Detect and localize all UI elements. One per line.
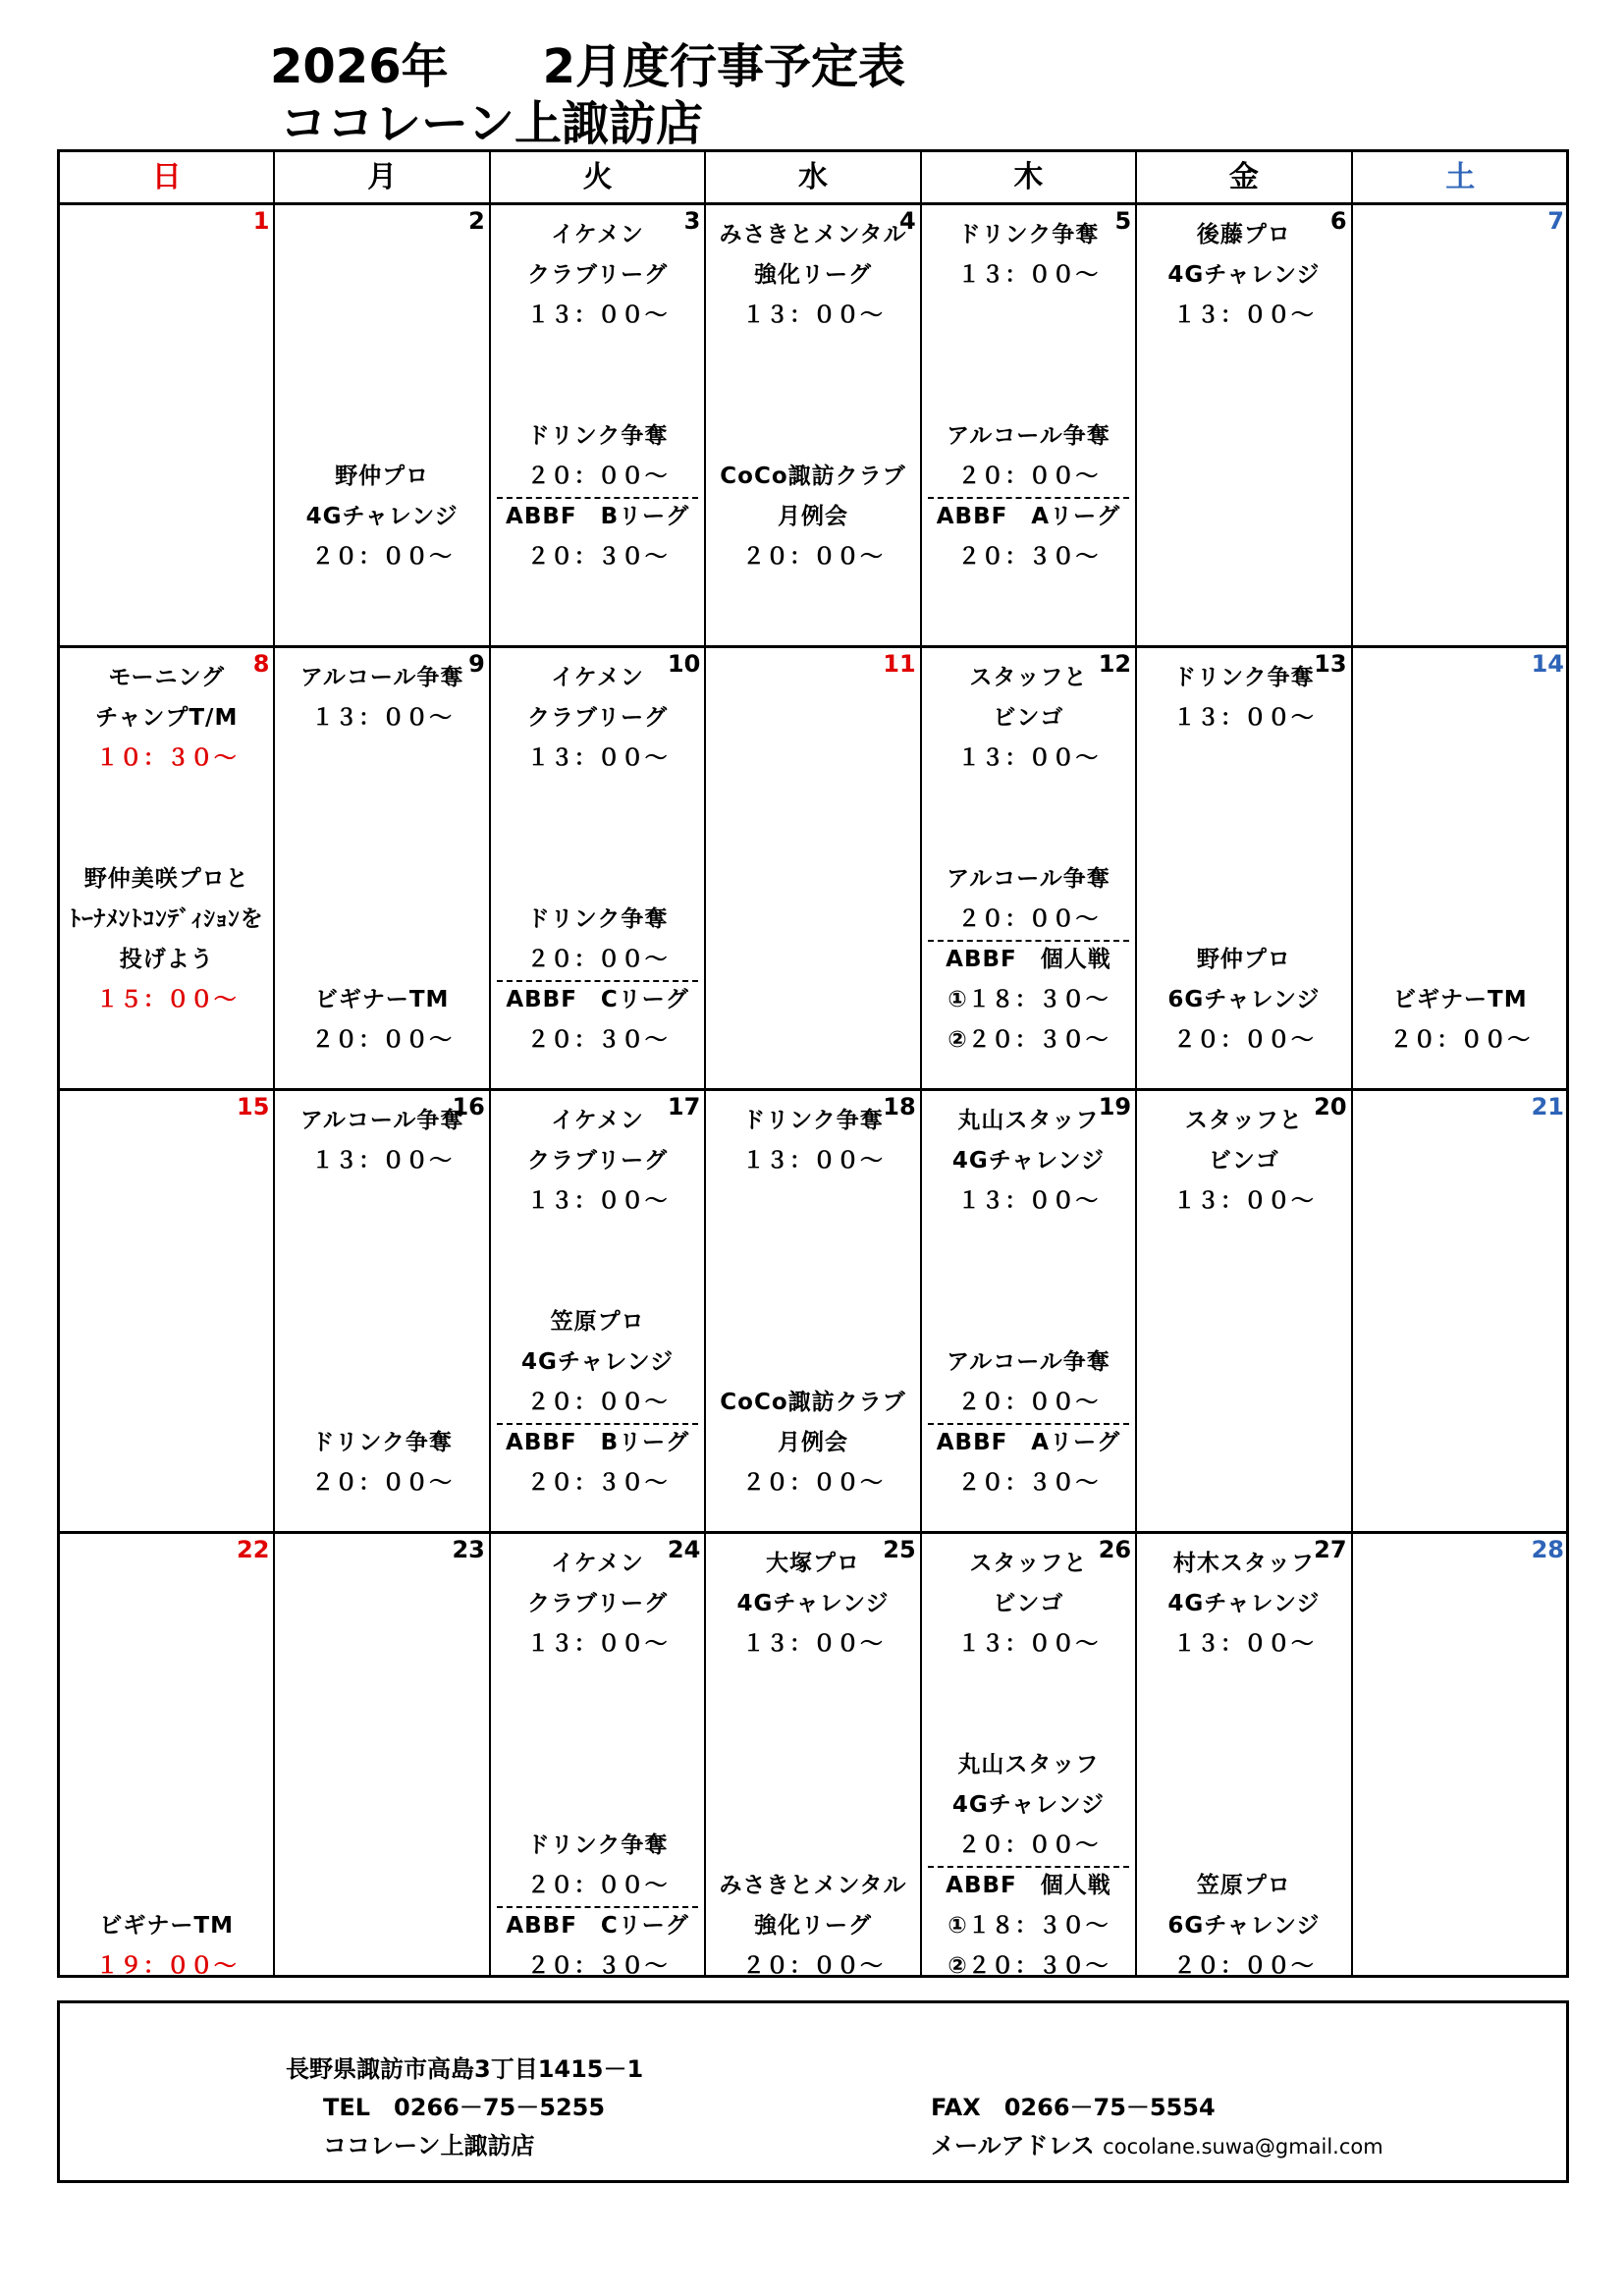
day-number: 7 [1547, 207, 1564, 235]
event-line: 野仲プロ [1196, 947, 1291, 972]
event-line: ビギナーTM [314, 987, 450, 1012]
event-line: 4Gチャレンジ [951, 1148, 1105, 1174]
day-number: 16 [452, 1093, 485, 1121]
event-line: １３：００～ [526, 745, 669, 771]
event-line: ドリンク争奪 [311, 1430, 453, 1455]
day-number: 17 [667, 1093, 701, 1121]
day-number: 26 [1098, 1536, 1132, 1563]
event-line: ドリンク争奪 [526, 423, 669, 449]
store-name-text: ココレーン上諏訪店 [323, 2132, 535, 2159]
fax-text: FAX 0266－75－5554 [931, 2094, 1216, 2121]
calendar-day-cell [1137, 1534, 1352, 1977]
event-line: １３：００～ [1172, 705, 1315, 731]
event-line: ビンゴ [993, 705, 1064, 731]
event-line: 大塚プロ [765, 1551, 860, 1576]
calendar-day-cell [922, 1534, 1137, 1977]
day-number: 10 [667, 650, 701, 678]
calendar-day-cell [922, 205, 1137, 648]
event-line: ２０：００～ [741, 1953, 884, 1979]
event-line: 4Gチャレンジ [305, 504, 459, 529]
event-line: ドリンク争奪 [957, 222, 1100, 247]
weekday-header: 金 [1137, 152, 1352, 205]
calendar-day-cell [491, 205, 706, 648]
event-line: ２０：００～ [741, 1470, 884, 1496]
page-title: 2026年 2月度行事予定表 [270, 39, 905, 94]
day-number: 12 [1098, 650, 1132, 678]
event-line: 丸山スタッフ [957, 1752, 1100, 1777]
event-line: ビギナーTM [99, 1913, 234, 1939]
event-line: 野仲美咲プロと [83, 866, 249, 892]
event-line: １３：００～ [957, 1631, 1100, 1657]
email-label: メールアドレス [931, 2132, 1095, 2159]
event-line: １３：００～ [957, 262, 1100, 288]
email-line [931, 2131, 1383, 2161]
event-line: ２０：００～ [1172, 1953, 1315, 1979]
day-number: 5 [1114, 207, 1132, 235]
event-line: 4Gチャレンジ [1167, 262, 1321, 288]
event-line: ABBF 個人戦 [946, 1873, 1111, 1898]
event-line: 村木スタッフ [1172, 1551, 1315, 1576]
day-number: 22 [237, 1536, 270, 1563]
calendar-day-cell [60, 1091, 275, 1534]
event-line: 丸山スタッフ [957, 1108, 1100, 1133]
event-line: アルコール争奪 [947, 1349, 1110, 1375]
event-line: クラブリーグ [527, 705, 669, 731]
event-line: ２０：００～ [526, 1390, 669, 1415]
event-line: １３：００～ [1172, 1188, 1315, 1214]
dashed-separator [928, 940, 1129, 942]
calendar-day-cell [706, 1091, 921, 1534]
event-line: 月例会 [777, 1430, 848, 1455]
event-line: 強化リーグ [753, 262, 872, 288]
event-line: ２０：３０～ [957, 544, 1100, 570]
day-number: 15 [237, 1093, 270, 1121]
event-line: ﾄｰﾅﾒﾝﾄｺﾝﾃﾞｨｼｮﾝを [69, 906, 264, 932]
calendar-day-cell [1137, 1091, 1352, 1534]
calendar-day-cell [491, 1534, 706, 1977]
weekday-header: 土 [1353, 152, 1568, 205]
event-line: スタッフと [1184, 1108, 1303, 1133]
event-line: １９：００～ [95, 1953, 238, 1979]
calendar-table [57, 149, 1569, 1978]
event-line: ABBF 個人戦 [946, 947, 1111, 972]
event-line: ２０：３０～ [526, 1027, 669, 1053]
event-line: ２０：００～ [741, 544, 884, 570]
event-line: みさきとメンタル [719, 222, 907, 247]
event-line: ２０：００～ [1172, 1027, 1315, 1053]
calendar-day-cell [491, 1091, 706, 1534]
tel-text: TEL 0266－75－5255 [323, 2094, 606, 2121]
event-line: 4Gチャレンジ [521, 1349, 675, 1375]
event-line: イケメン [551, 665, 644, 690]
weekday-header: 日 [60, 152, 275, 205]
day-number: 3 [683, 207, 701, 235]
calendar-day-cell [1353, 1534, 1568, 1977]
dashed-separator [928, 1866, 1129, 1868]
day-number: 11 [883, 650, 916, 678]
event-line: ドリンク争奪 [1173, 665, 1315, 690]
calendar-day-cell [275, 1091, 490, 1534]
day-number: 18 [883, 1093, 916, 1121]
event-line: ①１８：３０～ [947, 987, 1110, 1012]
calendar-day-cell [491, 648, 706, 1091]
dashed-separator [928, 1423, 1129, 1425]
day-number: 13 [1314, 650, 1347, 678]
day-number: 14 [1531, 650, 1564, 678]
event-line: アルコール争奪 [299, 665, 464, 690]
event-line: ２０：３０～ [526, 544, 669, 570]
event-line: ２０：００～ [957, 1390, 1100, 1415]
day-number: 2 [468, 207, 485, 235]
day-number: 27 [1314, 1536, 1347, 1563]
event-line: ２０：３０～ [526, 1470, 669, 1496]
event-line: ２０：００～ [1389, 1027, 1532, 1053]
event-line: ABBF Aリーグ [936, 1430, 1121, 1455]
event-line: チャンプT/M [95, 705, 239, 731]
event-line: 6Gチャレンジ [1167, 1913, 1321, 1939]
day-number: 25 [883, 1536, 916, 1563]
event-line: イケメン [551, 222, 644, 247]
event-line: イケメン [551, 1108, 644, 1133]
event-line: ABBF Cリーグ [506, 1913, 689, 1939]
day-number: 9 [468, 650, 485, 678]
event-line: ２０：００～ [526, 1873, 669, 1898]
calendar-day-cell [60, 1534, 275, 1977]
calendar-day-cell [1353, 1091, 1568, 1534]
event-line: ①１８：３０～ [947, 1913, 1110, 1939]
weekday-header: 木 [922, 152, 1137, 205]
event-line: １３：００～ [526, 1631, 669, 1657]
event-line: １３：００～ [526, 302, 669, 328]
dashed-separator [497, 1906, 698, 1908]
event-line: CoCo諏訪クラブ [720, 1390, 906, 1415]
event-line: ２０：３０～ [957, 1470, 1100, 1496]
event-line: 4Gチャレンジ [736, 1591, 890, 1616]
event-line: ②２０：３０～ [947, 1027, 1110, 1053]
event-line: 投げよう [119, 947, 214, 972]
calendar-day-cell [1353, 205, 1568, 648]
weekday-header: 月 [275, 152, 490, 205]
event-line: 月例会 [777, 504, 848, 529]
event-line: ２０：００～ [526, 947, 669, 972]
event-line: ドリンク争奪 [742, 1108, 884, 1133]
event-line: ２０：００～ [957, 464, 1100, 489]
event-line: イケメン [551, 1551, 644, 1576]
calendar-day-cell [60, 205, 275, 648]
weekday-header: 水 [706, 152, 921, 205]
event-line: 野仲プロ [335, 464, 430, 489]
event-line: ２０：００～ [957, 1832, 1100, 1858]
event-line: １３：００～ [741, 1148, 884, 1174]
day-number: 6 [1329, 207, 1347, 235]
calendar-day-cell [922, 1091, 1137, 1534]
dashed-separator [497, 1423, 698, 1425]
day-number: 24 [667, 1536, 701, 1563]
event-line: 4Gチャレンジ [951, 1792, 1105, 1818]
day-number: 1 [252, 207, 270, 235]
footer-contact-box [57, 2000, 1569, 2183]
event-line: １３：００～ [1172, 1631, 1315, 1657]
event-line: ２０：３０～ [526, 1953, 669, 1979]
day-number: 4 [899, 207, 916, 235]
event-line: クラブリーグ [527, 1148, 669, 1174]
event-line: アルコール争奪 [947, 866, 1110, 892]
event-line: ドリンク争奪 [526, 1832, 669, 1858]
event-line: １０：３０～ [95, 745, 238, 771]
day-number: 28 [1531, 1536, 1564, 1563]
event-line: スタッフと [969, 665, 1088, 690]
event-line: １３：００～ [957, 745, 1100, 771]
event-line: ABBF Aリーグ [936, 504, 1121, 529]
day-number: 23 [452, 1536, 485, 1563]
event-line: ２０：００～ [311, 1470, 454, 1496]
calendar-day-cell [60, 648, 275, 1091]
event-line: ２０：００～ [526, 464, 669, 489]
calendar-day-cell [1137, 205, 1352, 648]
event-line: 強化リーグ [753, 1913, 872, 1939]
calendar-day-cell [706, 205, 921, 648]
dashed-separator [928, 497, 1129, 499]
event-line: 6Gチャレンジ [1167, 987, 1321, 1012]
event-line: ビンゴ [993, 1591, 1064, 1616]
event-line: ドリンク争奪 [526, 906, 669, 932]
event-line: ABBF Cリーグ [506, 987, 689, 1012]
dashed-separator [497, 497, 698, 499]
event-line: １３：００～ [1172, 302, 1315, 328]
event-line: モーニング [108, 665, 226, 690]
event-line: ビンゴ [1208, 1148, 1279, 1174]
calendar-day-cell [922, 648, 1137, 1091]
event-line: １３：００～ [741, 302, 884, 328]
store-name-title: ココレーン上諏訪店 [280, 96, 704, 151]
calendar-day-cell [1353, 648, 1568, 1091]
calendar-day-cell [706, 648, 921, 1091]
day-number: 21 [1531, 1093, 1564, 1121]
event-line: １３：００～ [741, 1631, 884, 1657]
event-line: ABBF Bリーグ [506, 504, 690, 529]
event-line: アルコール争奪 [299, 1108, 464, 1133]
event-line: みさきとメンタル [719, 1873, 907, 1898]
event-line: CoCo諏訪クラブ [720, 464, 906, 489]
calendar-day-cell [275, 205, 490, 648]
address-text: 長野県諏訪市高島3丁目1415－1 [286, 2055, 644, 2083]
event-line: アルコール争奪 [947, 423, 1110, 449]
weekday-header: 火 [491, 152, 706, 205]
event-line: 笠原プロ [550, 1309, 645, 1335]
event-line: ２０：００～ [311, 1027, 454, 1053]
day-number: 8 [252, 650, 270, 678]
event-line: スタッフと [969, 1551, 1088, 1576]
event-line: クラブリーグ [527, 1591, 669, 1616]
calendar-day-cell [275, 648, 490, 1091]
event-line: ABBF Bリーグ [506, 1430, 690, 1455]
event-line: ②２０：３０～ [947, 1953, 1110, 1979]
event-line: １３：００～ [311, 1148, 454, 1174]
day-number: 20 [1314, 1093, 1347, 1121]
calendar-day-cell [275, 1534, 490, 1977]
event-line: ビギナーTM [1393, 987, 1528, 1012]
calendar-day-cell [1137, 648, 1352, 1091]
event-line: ２０：００～ [957, 906, 1100, 932]
event-line: ２０：００～ [311, 544, 454, 570]
event-line: １５：００～ [95, 987, 238, 1012]
email-link[interactable]: cocolane.suwa@gmail.com [1103, 2135, 1383, 2159]
calendar-day-cell [706, 1534, 921, 1977]
event-line: 後藤プロ [1196, 222, 1291, 247]
day-number: 19 [1098, 1093, 1132, 1121]
event-line: 笠原プロ [1196, 1873, 1291, 1898]
dashed-separator [497, 980, 698, 982]
event-line: １３：００～ [957, 1188, 1100, 1214]
event-line: １３：００～ [311, 705, 454, 731]
event-line: クラブリーグ [527, 262, 669, 288]
event-line: 4Gチャレンジ [1167, 1591, 1321, 1616]
event-line: １３：００～ [526, 1188, 669, 1214]
